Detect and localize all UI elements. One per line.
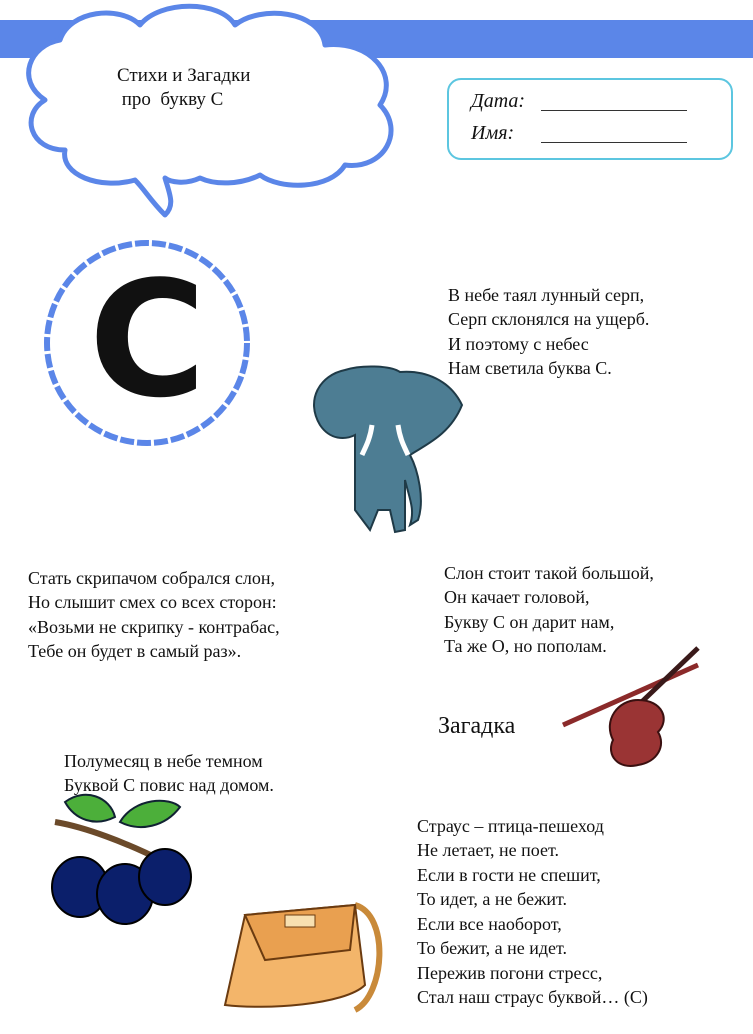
poem-line: Стать скрипачом собрался слон, bbox=[28, 567, 275, 588]
bag-illustration bbox=[205, 885, 395, 1020]
poem-line: Тебе он будет в самый раз». bbox=[28, 641, 242, 661]
poem-line: Но слышит смех со всех сторон: bbox=[28, 592, 277, 612]
riddle-line: То бежит, а не идет. bbox=[417, 938, 568, 958]
title-line-1: Стихи и Загадки bbox=[117, 65, 251, 86]
poem-line: Полумесяц в небе темном bbox=[64, 750, 263, 771]
riddle-line: Стал наш страус буквой… (С) bbox=[417, 987, 648, 1007]
poem-line: Слон стоит такой большой, bbox=[444, 562, 654, 583]
elephant-illustration bbox=[300, 360, 475, 540]
plums-illustration bbox=[45, 782, 200, 932]
poem-line: Серп склонялся на ущерб. bbox=[448, 309, 650, 329]
poem-line: Та же О, но пополам. bbox=[444, 636, 607, 656]
riddle-text bbox=[417, 789, 648, 1034]
riddle-heading: Загадка bbox=[438, 713, 516, 739]
poem-line: «Возьми не скрипку - контрабас, bbox=[28, 616, 280, 637]
date-field[interactable] bbox=[541, 110, 687, 111]
date-name-box bbox=[447, 78, 733, 160]
poem-2 bbox=[28, 541, 280, 688]
poem-line: Он качает головой, bbox=[444, 587, 590, 607]
poem-1 bbox=[448, 258, 649, 405]
riddle-line: То идет, а не бежит. bbox=[417, 889, 568, 909]
title-line-2: про букву С bbox=[117, 89, 224, 110]
poem-line: Нам светила буква С. bbox=[448, 358, 612, 378]
poem-line: И поэтому с небес bbox=[448, 333, 589, 354]
thought-cloud bbox=[0, 0, 420, 225]
name-field[interactable] bbox=[541, 142, 687, 143]
riddle-line: Если в гости не спешит, bbox=[417, 864, 601, 885]
riddle-line: Если все наоборот, bbox=[417, 913, 562, 934]
date-label: Дата: bbox=[471, 90, 526, 112]
worksheet-title bbox=[117, 64, 250, 112]
poem-line: Буквой С повис над домом. bbox=[64, 775, 274, 795]
violin-illustration bbox=[558, 640, 708, 775]
poem-line: Букву С он дарит нам, bbox=[444, 611, 615, 632]
name-label: Имя: bbox=[471, 122, 515, 144]
big-letter: С bbox=[88, 246, 207, 433]
riddle-line: Не летает, не поет. bbox=[417, 840, 560, 860]
riddle-line: Пережив погони стресс, bbox=[417, 962, 603, 983]
riddle-line: Страус – птица-пешеход bbox=[417, 815, 604, 836]
poem-line: В небе таял лунный серп, bbox=[448, 284, 645, 305]
